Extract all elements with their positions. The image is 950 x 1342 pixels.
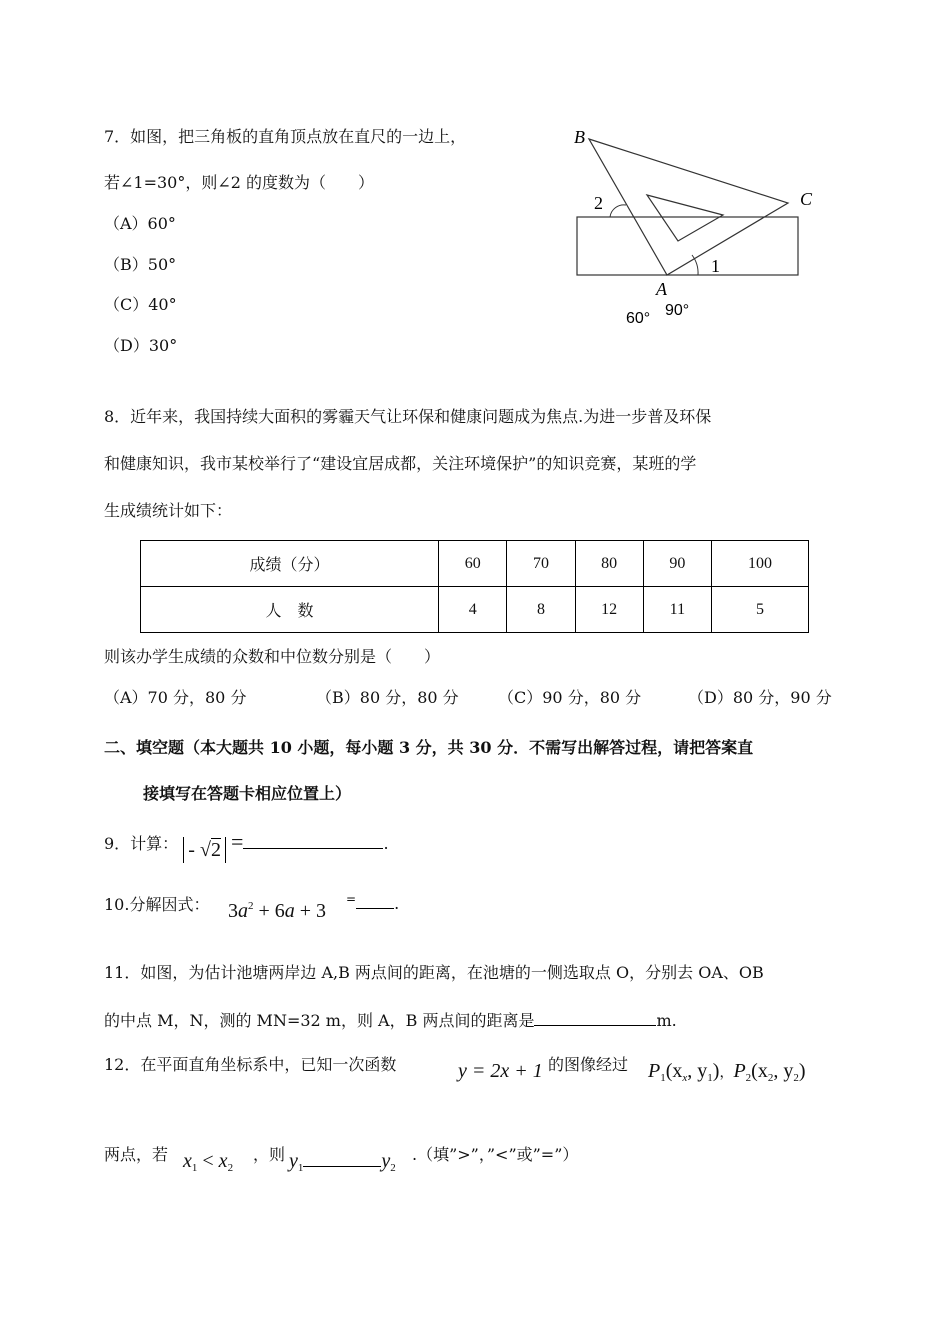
q8-option-a: （A）70 分，80 分 [104,688,247,707]
q12-condition [183,1150,233,1174]
q12-line1 [104,1052,396,1075]
q10-answer [346,892,399,913]
q9-blank [243,834,383,849]
q12-line2 [104,1142,168,1165]
q12-comma: ， [719,1066,734,1081]
table-cell: 11 [643,587,711,633]
q12-p2-sub: 2 [745,1072,752,1084]
q12-p1: P [648,1060,661,1082]
q7-option-c: （C）40° [104,295,177,314]
table-cell: 60 [439,541,507,587]
q9-end: . [383,834,389,853]
q12-x2-sub: 2 [227,1162,234,1174]
section2-heading-line2: 接填写在答题卡相应位置上） [143,784,352,803]
q12-text: 12．在平面直角坐标系中，已知一次函数 [104,1055,397,1074]
q12-p2: P [733,1060,746,1082]
q10-eq: = [346,892,357,906]
table-cell: 12 [575,587,643,633]
q12-points [648,1060,806,1084]
q8-line2: 和健康知识，我市某校举行了“建设宜居成都，关注环境保护”的知识竞赛，某班的学 [104,454,697,473]
q12-y2-sub: 2 [390,1162,396,1174]
q9 [104,829,389,863]
q7-figure [568,115,828,335]
q8-line3: 生成绩统计如下： [104,501,233,520]
label-60: 60° [626,310,651,327]
q12-mid: 的图像经过 [548,1055,629,1074]
q12-y1-sub: 1 [297,1162,304,1174]
q8-option-b: （B）80 分，80 分 [316,688,459,707]
table-cell: 4 [439,587,507,633]
label-2: 2 [594,193,603,213]
table-row [141,587,809,633]
q7-line2: 若∠1=30°，则∠2 的度数为（ ） [104,173,375,192]
q12-line2-text: 两点，若 [104,1145,169,1164]
label-C: C [800,189,813,209]
angle-2-arc [610,205,626,217]
q12-p1-args: (x [665,1060,683,1082]
q8-option-c: （C）90 分，80 分 [498,688,642,707]
q12-x1: x [183,1150,192,1172]
q11-line2 [104,1008,677,1031]
q12-lt: < [197,1150,219,1172]
triangle-inner [647,195,723,241]
table-cell: 100 [711,541,808,587]
q7-option-d: （D）30° [104,336,178,355]
q12-p1-ysub: 1 [707,1072,713,1084]
q8-option-d: （D）80 分，90 分 [688,688,832,707]
q11-line2-text: 的中点 M，N，测的 MN=32 m，则 A，B 两点间的距离是 [104,1011,535,1030]
q10-expression [228,900,326,923]
q9-radicand: 2 [210,839,221,861]
q7-option-b: （B）50° [104,255,177,274]
table-cell: 80 [575,541,643,587]
q10-v2: a [284,900,295,922]
table-cell: 8 [507,587,575,633]
q8-question: 则该办学生成绩的众数和中位数分别是（ ） [104,647,441,666]
q10-label: 10.分解因式： [104,895,210,914]
table-header-count: 人 数 [141,587,439,633]
label-A: A [656,279,667,299]
q7-line1: 7．如图，把三角板的直角顶点放在直尺的一边上， [104,127,467,146]
score-table [140,540,809,633]
q10-exp: 2 [248,900,254,912]
label-90: 90° [665,302,690,319]
q10-plus2: + 3 [294,900,327,922]
q12-then: ，则 [253,1145,286,1164]
q12-compare [289,1150,396,1174]
table-header-score: 成绩（分） [141,541,439,587]
q9-eq: = [231,829,244,854]
q12-blank [303,1154,381,1167]
q12-tail: .（填”>”，”<”或”=”） [412,1145,579,1164]
table-cell: 90 [643,541,711,587]
q11-line1: 11．如图，为估计池塘两岸边 A,B 两点间的距离，在池塘的一侧选取点 O，分别去 OA、OB [104,963,764,982]
ruler-rect [577,217,798,275]
q10-v1: a [238,900,248,922]
q10-blank [356,894,394,909]
q11-blank [534,1011,656,1026]
q12-p2-close: ) [798,1060,806,1082]
q12-y1: y [289,1150,298,1172]
section2-heading-line1: 二、填空题（本大题共 10 小题，每小题 3 分，共 30 分．不需写出解答过程，请把答案直 [104,738,754,757]
triangle-outer [589,139,788,275]
q12-p2-ysub: 2 [793,1072,799,1084]
q9-minus: - [188,839,195,861]
q12-p2-args: (x [751,1060,768,1082]
q12-p1-close: ) [712,1060,720,1082]
q9-sqrt-symbol: √ [199,839,211,861]
q10-end: . [394,894,400,913]
q12-x2: x [218,1150,228,1172]
label-1: 1 [711,256,720,276]
q12-p1-sub: 1 [660,1072,666,1084]
q12-p2-xsub: 2 [767,1072,774,1084]
table-cell: 70 [507,541,575,587]
q9-abs-expr [183,837,226,863]
q7-option-a: （A）60° [104,214,176,233]
q10-plus1: + 6 [253,900,285,922]
q12-p1-xsub: x [682,1072,688,1084]
q12-p1-rest: , y [687,1060,708,1082]
q12-function: y = 2x + 1 [458,1060,543,1082]
q9-label: 9．计算： [104,834,179,853]
q12-p2-rest: , y [773,1060,794,1082]
q12-x1-sub: 1 [191,1162,198,1174]
label-B: B [574,127,585,147]
q12-y2: y [381,1150,391,1172]
q10-c1: 3 [228,900,238,922]
q8-line1: 8．近年来，我国持续大面积的雾霾天气让环保和健康问题成为焦点.为进一步普及环保 [104,407,712,426]
q11-unit: m. [656,1011,677,1030]
table-cell: 5 [711,587,808,633]
table-row [141,541,809,587]
